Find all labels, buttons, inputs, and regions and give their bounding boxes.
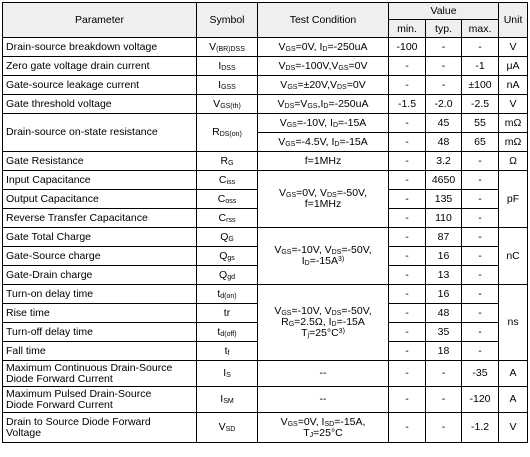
unit-cell: V	[499, 38, 528, 57]
max-cell: -	[462, 342, 499, 361]
table-row	[3, 114, 528, 133]
param-cell: Drain-source breakdown voltage	[3, 38, 197, 57]
min-cell: -	[389, 171, 426, 190]
condition-cell: $V_{GS}=-10V$, $I_D=-15A$	[258, 114, 389, 133]
max-cell: -	[462, 285, 499, 304]
max-cell: -	[462, 323, 499, 342]
param-cell: Drain to Source Diode Forward Voltage	[3, 413, 197, 443]
min-cell: -	[389, 114, 426, 133]
condition-cell: $V_{GS}=-4.5V$, $I_D=-15A$	[258, 133, 389, 152]
symbol-cell: $t_{d(on)}$	[197, 285, 258, 304]
condition-cell: $V_{GS}=0V$, $I_{SD}=-15A$, $T_J=25^\circ C$	[258, 413, 389, 443]
min-cell: -	[389, 76, 426, 95]
min-cell: -	[389, 190, 426, 209]
symbol-cell: $C_{iss}$	[197, 171, 258, 190]
param-cell: Maximum Continuous Drain-Source Diode Forward Current	[3, 361, 197, 387]
unit-cell: pF	[499, 171, 528, 228]
symbol-cell: $I_{SM}$	[197, 387, 258, 413]
unit-cell: V	[499, 95, 528, 114]
max-cell: -	[462, 247, 499, 266]
condition-cell: $V_{GS}=0V$, $I_D=-250uA$	[258, 38, 389, 57]
min-cell: -	[389, 387, 426, 413]
param-cell: Output Capacitance	[3, 190, 197, 209]
max-cell: -	[462, 171, 499, 190]
max-cell: -	[462, 152, 499, 171]
typ-cell: 3.2	[426, 152, 462, 171]
unit-cell: mΩ	[499, 114, 528, 133]
max-cell: -	[462, 304, 499, 323]
condition-cell: --	[258, 387, 389, 413]
typ-cell: 45	[426, 114, 462, 133]
table-row	[3, 413, 528, 443]
symbol-cell: $Q_G$	[197, 228, 258, 247]
symbol-cell: $Q_{gs}$	[197, 247, 258, 266]
header-typ: typ.	[426, 20, 462, 38]
symbol-cell: $R_G$	[197, 152, 258, 171]
param-cell: Zero gate voltage drain current	[3, 57, 197, 76]
table-row	[3, 152, 528, 171]
condition-cell: f=1MHz	[258, 152, 389, 171]
param-cell: Turn-on delay time	[3, 285, 197, 304]
param-cell: Gate Total Charge	[3, 228, 197, 247]
symbol-cell: $t_{d(off)}$	[197, 323, 258, 342]
typ-cell: -	[426, 38, 462, 57]
min-cell: -	[389, 413, 426, 443]
unit-cell: μA	[499, 57, 528, 76]
table-row	[3, 95, 528, 114]
table-row	[3, 76, 528, 95]
max-cell: -	[462, 209, 499, 228]
unit-cell: V	[499, 413, 528, 443]
param-cell: Gate-Source charge	[3, 247, 197, 266]
symbol-cell: tr	[197, 304, 258, 323]
header-symbol: Symbol	[197, 3, 258, 38]
table-row	[3, 228, 528, 247]
symbol-cell: $Q_{gd}$	[197, 266, 258, 285]
symbol-cell: $V_{SD}$	[197, 413, 258, 443]
symbol-cell: $t_f$	[197, 342, 258, 361]
min-cell: -	[389, 266, 426, 285]
min-cell: -	[389, 323, 426, 342]
symbol-cell: $I_{DSS}$	[197, 57, 258, 76]
typ-cell: 4650	[426, 171, 462, 190]
unit-cell: mΩ	[499, 133, 528, 152]
header-unit: Unit	[499, 3, 528, 38]
max-cell: -2.5	[462, 95, 499, 114]
symbol-cell: $I_S$	[197, 361, 258, 387]
condition-cell: $V_{DS}=-100V,V_{GS}=0V$	[258, 57, 389, 76]
max-cell: -1.2	[462, 413, 499, 443]
typ-cell: 87	[426, 228, 462, 247]
typ-cell: 13	[426, 266, 462, 285]
typ-cell: -	[426, 387, 462, 413]
max-cell: 55	[462, 114, 499, 133]
min-cell: -100	[389, 38, 426, 57]
unit-cell: nC	[499, 228, 528, 285]
typ-cell: 48	[426, 133, 462, 152]
unit-cell: A	[499, 387, 528, 413]
max-cell: -120	[462, 387, 499, 413]
param-cell: Turn-off delay time	[3, 323, 197, 342]
typ-cell: 16	[426, 285, 462, 304]
param-cell: Drain-source on-state resistance	[3, 114, 197, 152]
unit-cell: nA	[499, 76, 528, 95]
min-cell: -1.5	[389, 95, 426, 114]
max-cell: -	[462, 190, 499, 209]
condition-cell: $V_{GS}=-10V$, $V_{DS}=-50V$, $I_D=-15A^{3)}$	[258, 228, 389, 285]
min-cell: -	[389, 57, 426, 76]
min-cell: -	[389, 304, 426, 323]
unit-cell: ns	[499, 285, 528, 361]
condition-cell: --	[258, 361, 389, 387]
symbol-cell: $C_{rss}$	[197, 209, 258, 228]
symbol-cell: $C_{oss}$	[197, 190, 258, 209]
header-value: Value	[389, 3, 499, 20]
typ-cell: -	[426, 361, 462, 387]
min-cell: -	[389, 247, 426, 266]
condition-cell: $V_{GS}=\pm 20V,V_{DS}=0V$	[258, 76, 389, 95]
max-cell: -	[462, 228, 499, 247]
max-cell: -	[462, 38, 499, 57]
table-row	[3, 171, 528, 190]
min-cell: -	[389, 152, 426, 171]
header-max: max.	[462, 20, 499, 38]
param-cell: Input Capacitance	[3, 171, 197, 190]
min-cell: -	[389, 285, 426, 304]
param-cell: Reverse Transfer Capacitance	[3, 209, 197, 228]
typ-cell: -	[426, 413, 462, 443]
unit-cell: A	[499, 361, 528, 387]
table-row	[3, 285, 528, 304]
header-min: min.	[389, 20, 426, 38]
min-cell: -	[389, 361, 426, 387]
typ-cell: 16	[426, 247, 462, 266]
condition-cell: $V_{DS}=V_{GS},I_D=-250uA$	[258, 95, 389, 114]
electrical-characteristics-table	[2, 2, 528, 443]
typ-cell: -	[426, 76, 462, 95]
min-cell: -	[389, 209, 426, 228]
param-cell: Gate Resistance	[3, 152, 197, 171]
table-row	[3, 387, 528, 413]
condition-cell: $V_{GS}=0V$, $V_{DS}=-50V$, f=1MHz	[258, 171, 389, 228]
typ-cell: 110	[426, 209, 462, 228]
typ-cell: 48	[426, 304, 462, 323]
symbol-cell: $R_{DS(on)}$	[197, 114, 258, 152]
param-cell: Rise time	[3, 304, 197, 323]
param-cell: Gate threshold voltage	[3, 95, 197, 114]
typ-cell: 18	[426, 342, 462, 361]
typ-cell: 135	[426, 190, 462, 209]
symbol-cell: $V_{(BR)DSS}$	[197, 38, 258, 57]
header-parameter: Parameter	[3, 3, 197, 38]
table-row	[3, 38, 528, 57]
symbol-cell: $V_{GS(th)}$	[197, 95, 258, 114]
min-cell: -	[389, 228, 426, 247]
max-cell: -1	[462, 57, 499, 76]
symbol-cell: $I_{GSS}$	[197, 76, 258, 95]
param-cell: Fall time	[3, 342, 197, 361]
table-row	[3, 57, 528, 76]
max-cell: ±100	[462, 76, 499, 95]
typ-cell: -2.0	[426, 95, 462, 114]
typ-cell: 35	[426, 323, 462, 342]
unit-cell: Ω	[499, 152, 528, 171]
max-cell: 65	[462, 133, 499, 152]
max-cell: -35	[462, 361, 499, 387]
min-cell: -	[389, 133, 426, 152]
min-cell: -	[389, 342, 426, 361]
max-cell: -	[462, 266, 499, 285]
condition-cell: $V_{GS}=-10V$, $V_{DS}=-50V$, $R_G=2.5\Omega$, $I_D=-15A$ $T_j=25^\circ C^{3)}$	[258, 285, 389, 361]
table-row	[3, 361, 528, 387]
typ-cell: -	[426, 57, 462, 76]
param-cell: Gate-Drain charge	[3, 266, 197, 285]
param-cell: Maximum Pulsed Drain-Source Diode Forward Current	[3, 387, 197, 413]
header-test-condition: Test Condition	[258, 3, 389, 38]
param-cell: Gate-source leakage current	[3, 76, 197, 95]
